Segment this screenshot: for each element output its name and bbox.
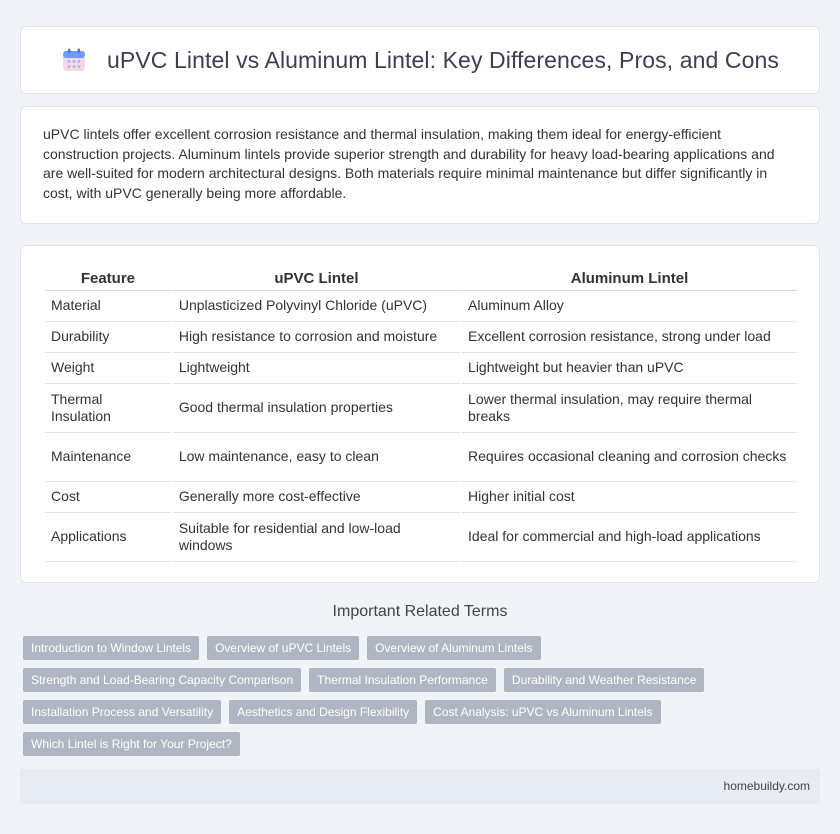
tag-row bbox=[23, 668, 813, 692]
related-terms-title: Important Related Terms bbox=[332, 603, 508, 620]
feature-cell: Durability bbox=[45, 322, 171, 353]
tag-overview-upvc-lintels[interactable]: Overview of uPVC Lintels bbox=[207, 636, 359, 660]
feature-cell: Thermal Insulation bbox=[45, 384, 171, 433]
header-inner bbox=[61, 47, 779, 74]
aluminum-cell: Requires occasional cleaning and corrosion checks bbox=[462, 433, 797, 482]
table-row bbox=[45, 353, 797, 384]
feature-cell: Cost bbox=[45, 482, 171, 513]
upvc-cell: Suitable for residential and low-load windows bbox=[173, 513, 460, 562]
page-title: uPVC Lintel vs Aluminum Lintel: Key Differences, Pros, and Cons bbox=[107, 46, 779, 73]
aluminum-cell: Excellent corrosion resistance, strong under load bbox=[462, 322, 797, 353]
aluminum-cell: Lightweight but heavier than uPVC bbox=[462, 353, 797, 384]
tag-thermal-insulation[interactable]: Thermal Insulation Performance bbox=[309, 668, 496, 692]
table-header-row bbox=[45, 266, 797, 291]
related-terms-list bbox=[23, 636, 813, 764]
table-row bbox=[45, 384, 797, 433]
header-upvc: uPVC Lintel bbox=[173, 266, 460, 291]
table-row bbox=[45, 433, 797, 482]
aluminum-cell: Aluminum Alloy bbox=[462, 291, 797, 322]
feature-cell: Material bbox=[45, 291, 171, 322]
tag-aesthetics-design[interactable]: Aesthetics and Design Flexibility bbox=[229, 700, 417, 724]
comparison-table bbox=[43, 266, 799, 562]
tag-introduction-window-lintels[interactable]: Introduction to Window Lintels bbox=[23, 636, 199, 660]
header-aluminum: Aluminum Lintel bbox=[462, 266, 797, 291]
upvc-cell: Low maintenance, easy to clean bbox=[173, 433, 460, 482]
tag-overview-aluminum-lintels[interactable]: Overview of Aluminum Lintels bbox=[367, 636, 540, 660]
aluminum-cell: Ideal for commercial and high-load applications bbox=[462, 513, 797, 562]
header-card bbox=[20, 26, 820, 94]
upvc-cell: Generally more cost-effective bbox=[173, 482, 460, 513]
table-row bbox=[45, 513, 797, 562]
feature-cell: Applications bbox=[45, 513, 171, 562]
comparison-card bbox=[20, 245, 820, 583]
tag-strength-comparison[interactable]: Strength and Load-Bearing Capacity Comparison bbox=[23, 668, 301, 692]
tag-which-lintel[interactable]: Which Lintel is Right for Your Project? bbox=[23, 732, 240, 756]
table-row bbox=[45, 322, 797, 353]
feature-cell: Maintenance bbox=[45, 433, 171, 482]
upvc-cell: Lightweight bbox=[173, 353, 460, 384]
tag-installation-process[interactable]: Installation Process and Versatility bbox=[23, 700, 221, 724]
footer-site-link[interactable]: homebuildy.com bbox=[723, 779, 810, 793]
upvc-cell: Unplasticized Polyvinyl Chloride (uPVC) bbox=[173, 291, 460, 322]
table-row bbox=[45, 291, 797, 322]
feature-cell: Weight bbox=[45, 353, 171, 384]
header-feature: Feature bbox=[45, 266, 171, 291]
table-row bbox=[45, 482, 797, 513]
footer bbox=[20, 769, 820, 804]
upvc-cell: Good thermal insulation properties bbox=[173, 384, 460, 433]
intro-card bbox=[20, 106, 820, 224]
aluminum-cell: Higher initial cost bbox=[462, 482, 797, 513]
tag-row bbox=[23, 636, 813, 660]
tag-cost-analysis[interactable]: Cost Analysis: uPVC vs Aluminum Lintels bbox=[425, 700, 660, 724]
intro-paragraph: uPVC lintels offer excellent corrosion resistance and thermal insulation, making them ideal for energy-efficient construction projects. Aluminum lintels provide superior strength and durability for heavy load-bearing applications and are well-suited for modern architectural designs. Both materials require minimal maintenance but differ significantly in cost, with uPVC generally being more affordable. bbox=[43, 126, 775, 201]
aluminum-cell: Lower thermal insulation, may require thermal breaks bbox=[462, 384, 797, 433]
calendar-icon bbox=[61, 47, 87, 73]
tag-durability-weather[interactable]: Durability and Weather Resistance bbox=[504, 668, 705, 692]
tag-row bbox=[23, 732, 813, 756]
upvc-cell: High resistance to corrosion and moisture bbox=[173, 322, 460, 353]
tag-row bbox=[23, 700, 813, 724]
